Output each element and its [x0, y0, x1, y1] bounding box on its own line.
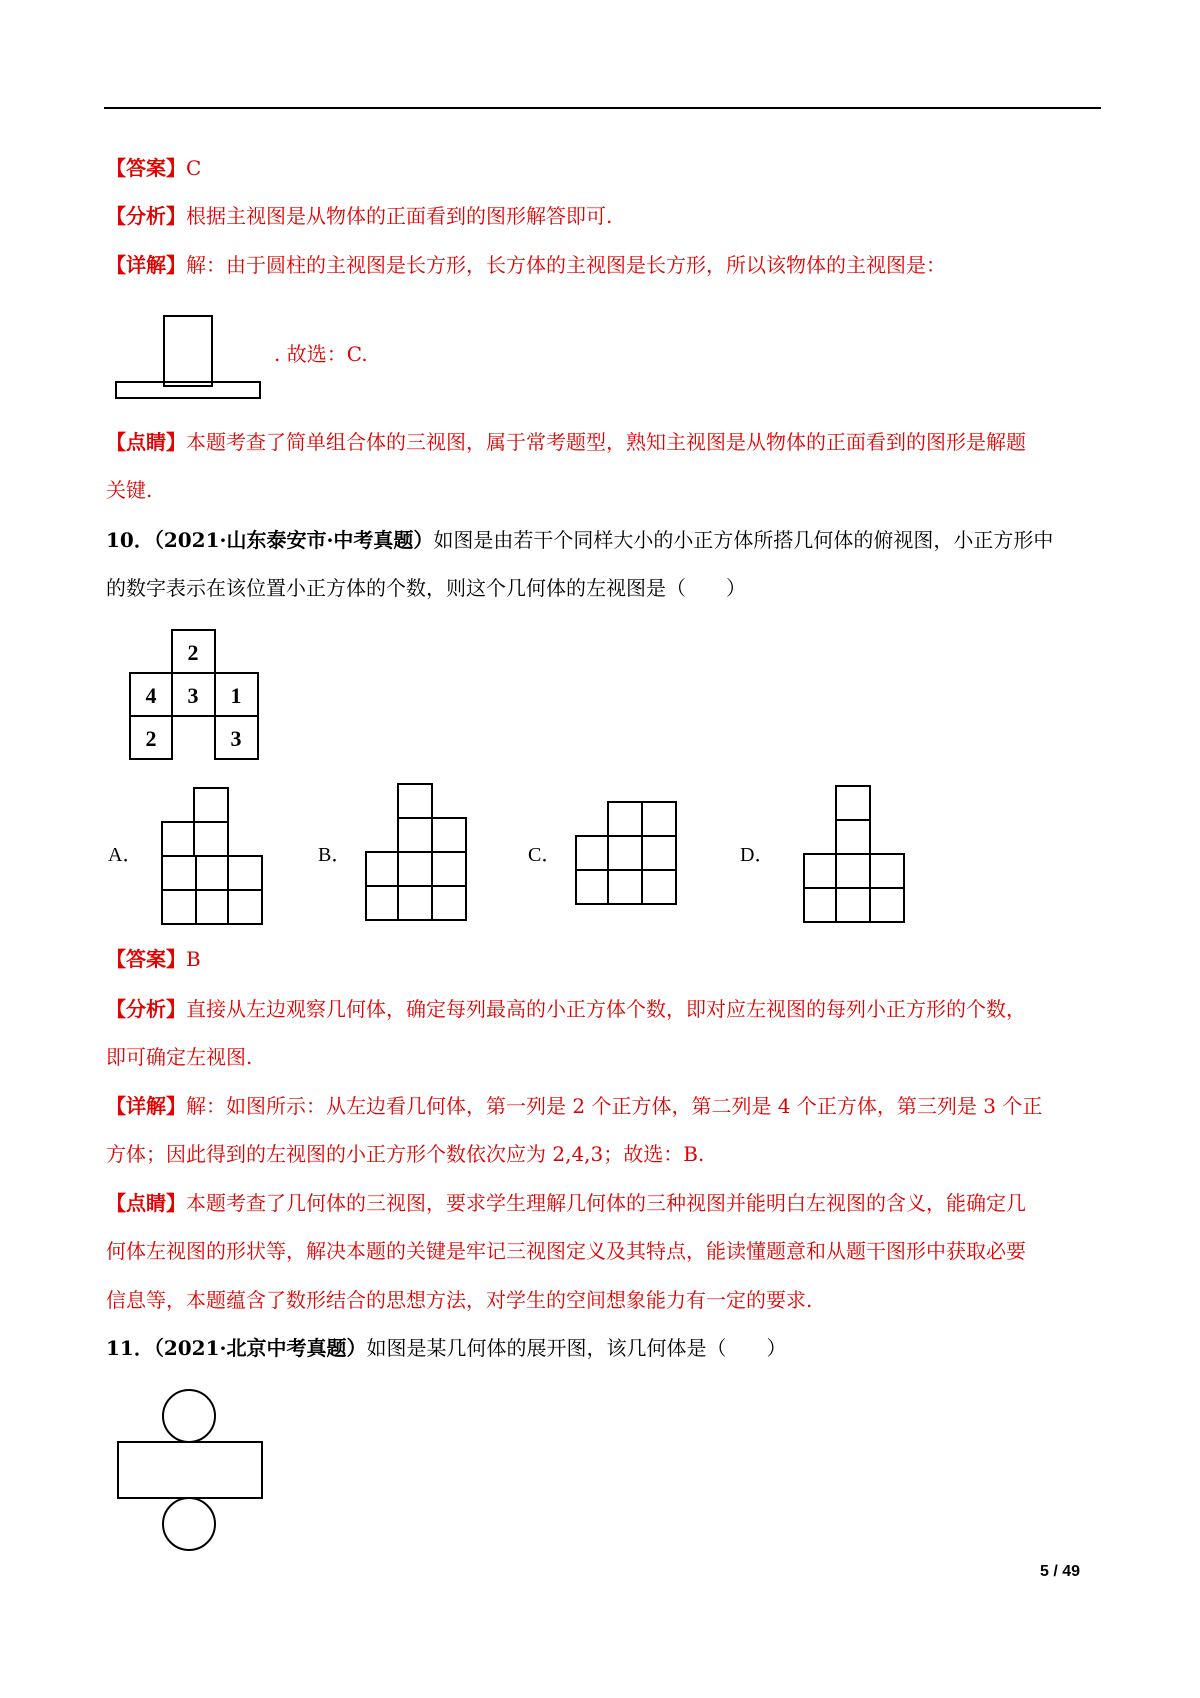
option-b-figure[interactable]: [364, 782, 474, 928]
option-d-label[interactable]: D．: [740, 844, 775, 866]
q10-top-view-grid: [128, 628, 268, 768]
q9-answer: 【答案】C: [106, 156, 202, 180]
option-d-figure[interactable]: [802, 784, 912, 930]
page-number: 5 / 49: [1040, 1563, 1081, 1580]
q10-comment-2: 何体左视图的形状等，解决本题的关键是牢记三视图定义及其特点，能读懂题意和从题干图形中获取必要: [106, 1239, 1026, 1263]
q10-detail-1: 【详解】解：如图所示：从左边看几何体，第一列是 2 个正方体，第二列是 4 个正方体，第三列是 3 个正: [106, 1094, 1043, 1118]
grid-number: 3: [187, 683, 199, 708]
q9-comment-1: 【点睛】本题考查了简单组合体的三视图，属于常考题型，熟知主视图是从物体的正面看到的图形是解题: [106, 430, 1026, 454]
q10-analysis-2: 即可确定左视图.: [106, 1045, 253, 1069]
q10-stem-1: 10．（2021·山东泰安市·中考真题）如图是由若干个同样大小的小正方体所搭几何体的俯视图，小正方形中: [106, 528, 1054, 552]
header-rule: [104, 107, 1101, 109]
q10-analysis-1: 【分析】直接从左边观察几何体，确定每列最高的小正方体个数，即对应左视图的每列小正方形的个数，: [106, 997, 1026, 1021]
grid-number: 1: [230, 683, 242, 708]
q9-analysis: 【分析】根据主视图是从物体的正面看到的图形解答即可.: [106, 204, 613, 228]
q9-detail: 【详解】解：由于圆柱的主视图是长方形，长方体的主视图是长方形，所以该物体的主视图是：: [106, 253, 946, 277]
q10-stem-2: 的数字表示在该位置小正方体的个数，则这个几何体的左视图是（ ）: [106, 576, 746, 600]
grid-number: 2: [145, 726, 157, 751]
grid-number: 2: [187, 640, 199, 665]
q9-front-view-figure: [112, 312, 272, 402]
option-a-label[interactable]: A．: [108, 844, 143, 866]
option-a-figure[interactable]: [160, 786, 270, 926]
q10-detail-2: 方体；因此得到的左视图的小正方形个数依次应为 2,4,3；故选：B.: [106, 1142, 705, 1166]
q11-stem: 11．（2021·北京中考真题）如图是某几何体的展开图，该几何体是（ ）: [106, 1336, 787, 1360]
grid-number: 3: [230, 726, 242, 751]
q9-after-figure: . 故选：C.: [274, 342, 368, 366]
grid-number: 4: [145, 683, 157, 708]
q10-comment-1: 【点睛】本题考查了几何体的三视图，要求学生理解几何体的三种视图并能明白左视图的含义，能确定几: [106, 1191, 1026, 1215]
q11-net-figure: [114, 1388, 274, 1558]
option-c-figure[interactable]: [574, 800, 684, 910]
q9-comment-2: 关键.: [106, 478, 153, 502]
option-b-label[interactable]: B．: [318, 844, 352, 866]
q10-answer: 【答案】B: [106, 947, 201, 971]
q10-comment-3: 信息等，本题蕴含了数形结合的思想方法，对学生的空间想象能力有一定的要求.: [106, 1288, 813, 1312]
option-c-label[interactable]: C．: [528, 844, 562, 866]
